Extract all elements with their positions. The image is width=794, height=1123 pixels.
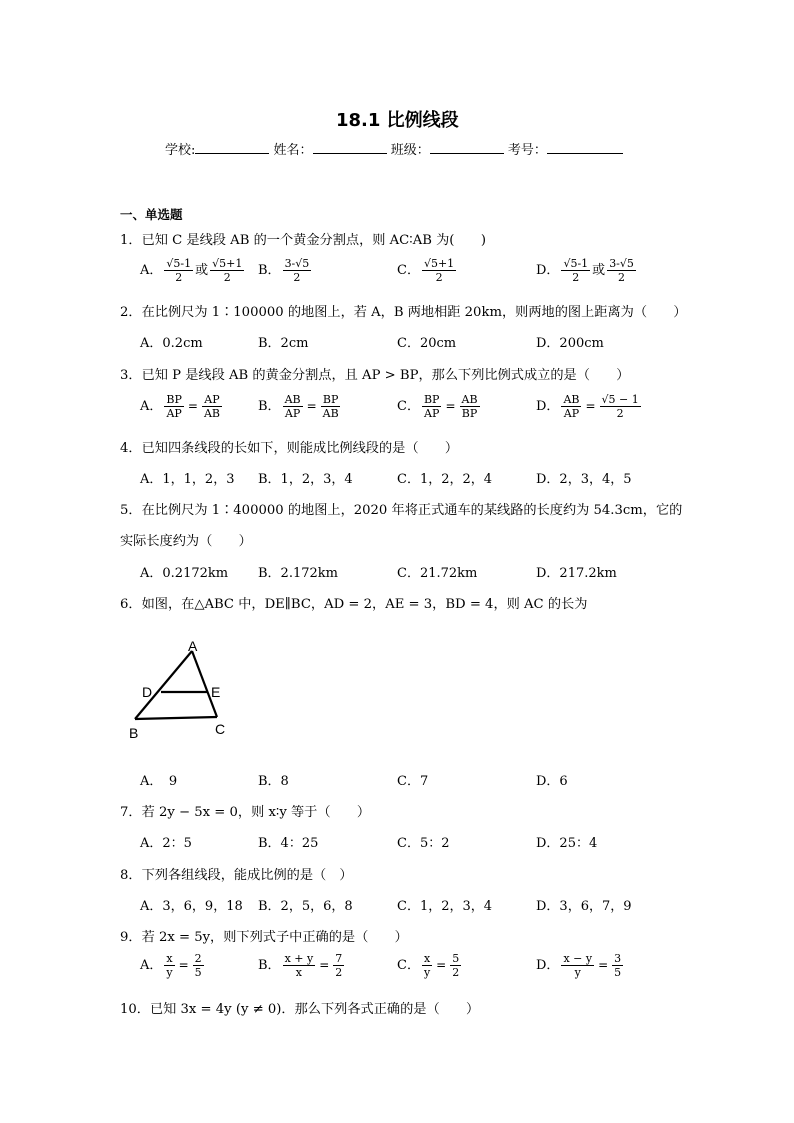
question-6-option-a[interactable]: A． 9 [140,774,178,789]
question-9-option-a[interactable] [140,952,206,979]
question-1-stem: 1．已知 C 是线段 AB 的一个黄金分割点，则 AC∶AB 为( ) [120,233,486,248]
option-letter: D． [536,958,560,973]
question-6-option-c[interactable]: C．7 [397,774,429,789]
vertex-label-b: B [129,725,139,741]
question-8-option-c[interactable]: C．1，2，3，4 [397,899,493,914]
option-letter: D． [536,399,560,414]
fraction: $\frac{3-√5}{2}$ [284,257,310,284]
question-4-option-a[interactable]: A．1，1，2，3 [140,472,235,487]
fraction: $\frac{3-√5}{2}$ [609,257,634,284]
question-3-stem: 3．已知 P 是线段 AB 的黄金分割点，且 AP > BP，那么下列比例式成立的是（ ） [120,368,630,383]
question-8-option-d[interactable]: D．3，6，7，9 [536,899,632,914]
fraction: $\frac{√5-1}{2}$ [563,257,589,284]
side-bc [135,717,217,719]
question-7-option-b[interactable]: B．4：25 [258,836,319,851]
fraction: $\frac{AB}{BP}$ [461,393,478,420]
option-letter: B． [258,958,281,973]
fraction: $\frac{5}{2}$ [452,952,460,979]
question-1-option-a[interactable] [140,257,246,284]
fraction: $\frac{BP}{AP}$ [423,393,440,420]
question-4-option-c[interactable]: C．1，2，2，4 [397,472,493,487]
question-3-option-b[interactable] [258,393,343,420]
school-blank[interactable] [195,141,269,154]
fraction: $\frac{BP}{AP}$ [166,393,182,420]
question-5-option-b[interactable]: B．2.172km [258,566,338,581]
fraction: $\frac{√5-1}{2}$ [166,257,192,284]
equals-sign: = [319,958,330,972]
school-label: 学校: [165,143,196,158]
number-label: 考号： [507,143,547,158]
question-7-option-c[interactable]: C．5：2 [397,836,450,851]
question-3-option-c[interactable] [397,393,482,420]
fraction: $\frac{3}{5}$ [614,952,622,979]
question-6-stem: 6．如图，在△ABC 中，DE∥BC，AD = 2，AE = 3，BD = 4，则 AC 的长为 [120,597,588,612]
option-letter: A． [140,399,163,414]
question-7-stem: 7．若 2y − 5x = 0，则 x∶y 等于（ ） [120,805,371,820]
fraction: $\frac{√5 - 1}{2}$ [601,393,639,420]
option-letter: A． [140,958,163,973]
question-6-option-d[interactable]: D．6 [536,774,568,789]
question-9-option-c[interactable] [397,952,463,979]
fraction: $\frac{2}{5}$ [194,952,202,979]
question-2-option-d[interactable]: D．200cm [536,336,604,351]
question-5-stem-line-1: 5．在比例尺为 1∶400000 的地图上，2020 年将正式通车的某线路的长度约为 54.3cm，它的 [120,503,683,518]
name-label: 姓名： [273,143,313,158]
page-title: 18.1 比例线段 [336,110,459,131]
vertex-label-d: D [142,684,153,700]
question-4-option-d[interactable]: D．2，3，4，5 [536,472,632,487]
fraction: $\frac{AP}{AB}$ [203,393,220,420]
option-letter: B． [258,399,281,414]
fraction: $\frac{√5+1}{2}$ [212,257,243,284]
question-6-option-b[interactable]: B．8 [258,774,289,789]
question-5-option-c[interactable]: C．21.72km [397,566,478,581]
fraction: $\frac{√5+1}{2}$ [423,257,455,284]
fraction: $\frac{x}{y}$ [166,952,173,979]
section-heading: 一、单选题 [120,207,183,222]
question-7-option-a[interactable]: A．2：5 [140,836,192,851]
question-9-stem: 9．若 2x = 5y，则下列式子中正确的是（ ） [120,930,408,945]
question-8-option-b[interactable]: B．2，5，6，8 [258,899,353,914]
question-1-option-b[interactable] [258,257,313,284]
equals-sign: = [187,399,198,413]
fraction: $\frac{x + y}{x}$ [284,952,314,979]
option-letter: B． [258,263,281,278]
question-3-option-a[interactable] [140,393,224,420]
question-1-option-d[interactable] [536,257,638,284]
fraction: $\frac{x - y}{y}$ [563,952,593,979]
question-9-option-d[interactable] [536,952,625,979]
fraction: $\frac{AB}{AP}$ [563,393,580,420]
question-1-option-c[interactable] [397,257,458,284]
question-2-option-a[interactable]: A．0.2cm [140,336,203,351]
or-text: 或 [592,263,606,278]
question-4-option-b[interactable]: B．1，2，3，4 [258,472,353,487]
equals-sign: = [598,958,609,972]
class-label: 班级： [390,143,430,158]
option-letter: D． [536,263,560,278]
triangle-figure [125,635,235,745]
fraction: $\frac{x}{y}$ [423,952,431,979]
vertex-label-c: C [215,721,226,737]
option-letter: A． [140,263,163,278]
fraction: $\frac{7}{2}$ [335,952,343,979]
question-10-stem: 10．已知 3x = 4y (y ≠ 0)．那么下列各式正确的是（ ） [120,1002,480,1017]
or-text: 或 [195,263,209,278]
fraction: $\frac{BP}{AB}$ [322,393,339,420]
equals-sign: = [178,958,189,972]
vertex-label-a: A [188,638,198,654]
equals-sign: = [445,399,456,413]
class-blank[interactable] [430,141,504,154]
question-2-option-b[interactable]: B．2cm [258,336,309,351]
option-letter: C． [397,399,420,414]
question-2-option-c[interactable]: C．20cm [397,336,457,351]
question-9-option-b[interactable] [258,952,346,979]
question-3-option-d[interactable] [536,393,643,420]
question-4-stem: 4．已知四条线段的长如下，则能成比例线段的是（ ） [120,441,459,456]
question-8-option-a[interactable]: A．3，6，9，18 [140,899,243,914]
name-blank[interactable] [313,141,387,154]
option-letter: C． [397,263,420,278]
question-7-option-d[interactable]: D．25：4 [536,836,598,851]
question-5-option-a[interactable]: A．0.2172km [140,566,229,581]
question-5-option-d[interactable]: D．217.2km [536,566,617,581]
equals-sign: = [306,399,317,413]
number-blank[interactable] [547,141,623,154]
student-info-line [165,139,623,158]
equals-sign: = [585,399,596,413]
equals-sign: = [436,958,447,972]
vertex-label-e: E [211,684,221,700]
question-5-stem-line-2: 实际长度约为（ ） [120,534,252,549]
question-2-stem: 2．在比例尺为 1∶100000 的地图上，若 A，B 两地相距 20km，则两地的图上距离为（ ） [120,305,687,320]
fraction: $\frac{AB}{AP}$ [284,393,301,420]
question-8-stem: 8．下列各组线段，能成比例的是（ ） [120,868,353,883]
option-letter: C． [397,958,420,973]
